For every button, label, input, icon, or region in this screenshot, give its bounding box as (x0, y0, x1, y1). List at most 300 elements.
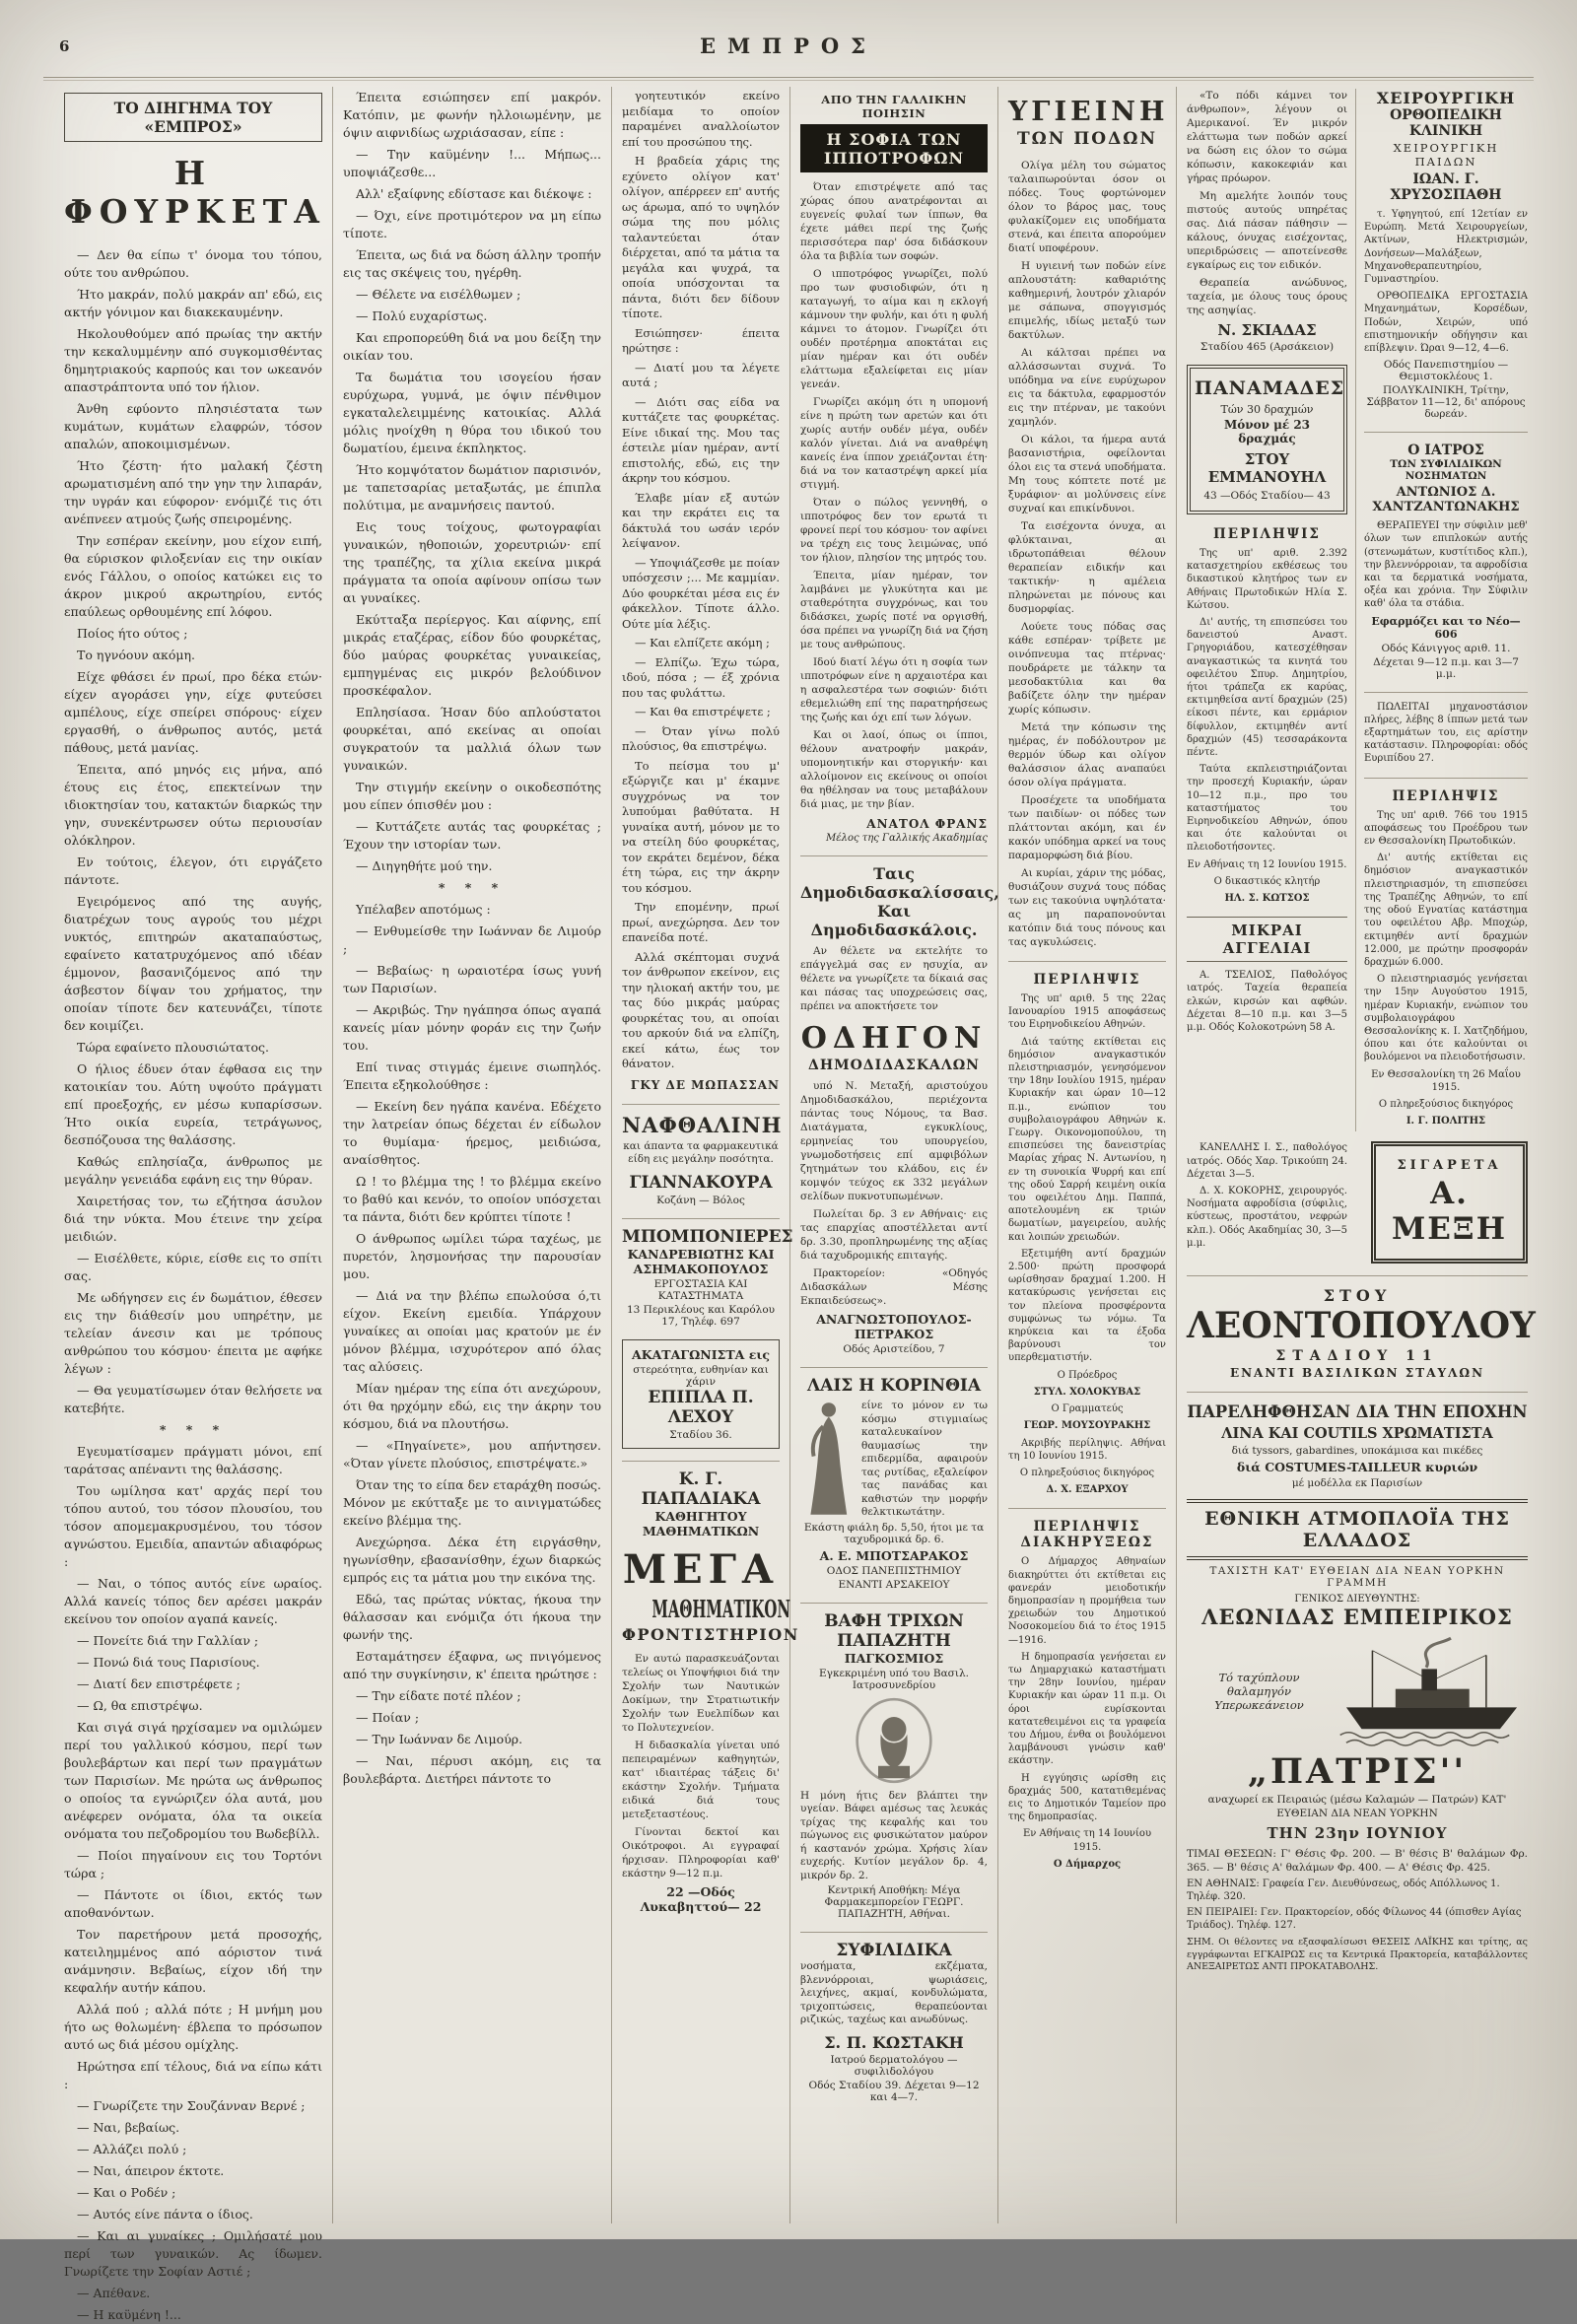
paragraph: — Δεν θα είπω τ' όνομα του τόπου, ούτε του ανθρώπου. (64, 247, 322, 280)
masthead-title: ΕΜΠΡΟΣ (699, 34, 877, 58)
paragraph: Δι' αυτής εκτίθεται εις δημόσιον αναγκαστικόν πλειστηριασμόν, τη επισπεύσει της Τραπέζης Αθηνών, το επί της οδού Εγνατίας κατάστημα του οφειλέτου Αβρ. Μποχώρ, εκτιμηθέν αντί δραχμών 12.000, με πρώτην προσφοράν δραχμών 6.000. (1364, 853, 1528, 968)
paragraph: Διά ταύτης εκτίθεται εις δημόσιον αναγκαστικόν πλειστηριασμόν, γενησόμενον την 18ην Ιουλίου 1915, ημέραν Κυριακήν και ώραν 10—12 π.μ., ενώπιον του συμβολαιογράφου Αθηνών κ. Γεωργ. Οικονομοπούλου, τη επισπεύσει της δανειστρίας Μαρίας χήρας Ν. Αντωνίου, η εν τη συνοικία Ψυρρή και επί της οδού Σαρρή κειμένη οικία του οφειλέτου Δημ. Παππά, αποτελουμένη εκ τριών δωματίων, μαγειρείου, αυλής και λοιπών χρειωδών. (1008, 1036, 1166, 1243)
paragraph: Έπειτα εσιώπησεν επί μακρόν. Κατόπιν, με φωνήν ηλλοιωμένην, με όψιν αιφνιδίως ωχριάσασαν, είπε : (343, 90, 601, 140)
ad-lais-title: ΛΑΙΣ Η ΚΟΡΙΝΘΙΑ (806, 1376, 982, 1396)
ad-lais (800, 1367, 988, 1591)
ad-doctor (1364, 432, 1528, 679)
paragraph: Ηρώτησα επί τέλους, διά να είπω κάτι : (64, 2059, 322, 2091)
legal-a-title: ΠΕΡΙΛΗΨΙΣ (1033, 972, 1141, 988)
ad-syfilidika-sub1: Ιατρού δερματολόγου — συφιλιδολόγου (830, 2053, 958, 2078)
paragraph: Εις τους τοίχους, φωτογραφίαι γυναικών, ηθοποιών, χορευτριών· επί της τραπέζης, τα χίλια εκείνα μικρά πράγματα τα οποία αφίνουν οπίσω των αι γυναίκες. (343, 519, 601, 605)
paragraph: Ο δικαστικός κλητήρ (1213, 875, 1321, 887)
ad-epipla-address: Σταδίου 36. (669, 1428, 732, 1441)
classifieds-items-b (1187, 1141, 1347, 1250)
legal-b-title: ΠΕΡΙΛΗΨΙΣ ΔΙΑΚΗΡΥΞΕΩΣ (1020, 1519, 1154, 1551)
ad-panamades-line2: Τών 30 δραχμών (1220, 403, 1314, 416)
ad-panamades-line3: Μόνον μέ 23 δραχμάς (1223, 418, 1311, 445)
paragraph: — Και θα επιστρέψετε ; (635, 705, 771, 718)
paragraph: Θεραπεία ανώδυνος, ταχεία, με όλους τους όρους της ασηψίας. (1187, 277, 1347, 316)
steamship-vessel-name: „ΠΑΤΡΙΣ'' (1247, 1751, 1468, 1793)
paragraph: Γίνονται δεκτοί και Οικότροφοι. Αι εγγραφαί ήρχισαν. Πληροφορίαι καθ' εκάστην 9—12 π.μ. (622, 1825, 780, 1880)
classifieds-header: ΜΙΚΡΑΙ ΑΓΓΕΛΙΑΙ (1187, 917, 1347, 962)
paragraph: — Θέλετε να εισέλθωμεν ; (356, 287, 521, 302)
ad-mexi (1371, 1141, 1528, 1264)
paragraph: — Κυττάζετε αυτάς τας φουρκέτας ; Έχουν την ιστορίαν των. (343, 819, 601, 852)
paragraph: ΣΤΥΛ. ΧΟΛΟΚΥΒΑΣ (1033, 1386, 1141, 1398)
paragraph: Εσταμάτησεν έξαφνα, ως πνιγόμενος από την συγκίνησιν, κ' έπειτα ηρώτησε : (343, 1649, 601, 1681)
paragraph: Η εγγύησις ωρίσθη εις δραχμάς 500, κατατιθεμένας εις το Δημοτικόν Ταμείον προ της δημοπρασίας. (1008, 1772, 1166, 1823)
legal-d-title: ΠΕΡΙΛΗΨΙΣ (1392, 787, 1500, 804)
paragraph: Επλησίασα. Ήσαν δύο απλούστατοι φουρκέται, από εκείνας αι οποίαι συγκρατούν τα μαλλιά όλων των γυναικών. (343, 705, 601, 773)
hygiene-text-2 (1187, 89, 1347, 317)
season-line5: μέ μοδέλλα εκ Παρισίων (1291, 1477, 1423, 1490)
column-4 (789, 87, 997, 2223)
paragraph: υπό Ν. Μεταξή, αριστούχου Δημοδιδασκάλου, περιέχοντα πάντας τους Νόμους, τα Βασ. Διατάγματα, εγκυκλίους, ερμηνείας του υπουργείου, γνωμοδοτήσεις επί αμφιβόλων ζητημάτων του κλάδου, εις έν κομψόν τεύχος εκ 332 μεγάλων σελίδων πυκνοτυπωμένων. (800, 1080, 988, 1202)
ad-lais-address1: ΟΔΟΣ ΠΑΝΕΠΙΣΤΗΜΙΟΥ (826, 1564, 962, 1577)
paragraph: Ο Δήμαρχος (1053, 1858, 1122, 1870)
paragraph: Α. ΤΣΕΛΙΟΣ, Παθολόγος ιατρός. Ταχεία θεραπεία ελκών, κιρσών και αφθών. Δέχεται 8—10 π.μ. και 3—5 μ.μ. Οδός Κολοκοτρώνη 58 Α. (1187, 970, 1347, 1034)
paragraph: — Υποψιάζεσθε με ποίαν υπόσχεσιν ;... Με καμμίαν. Δύο φουρκέται μέσα εις έν φάκελλον. Τίποτε άλλο. Ούτε μία λέξις. (622, 555, 780, 631)
ad-nafthalini (622, 1104, 783, 1206)
paragraph: — Βεβαίως· η ωραιοτέρα ίσως γυνή των Παρισίων. (343, 963, 601, 995)
paragraph: Ήτο κομψότατον δωμάτιον παρισινόν, με ταπετσαρίας μεταξωτάς, με έπιπλα πολύτιμα, με αναμνήσεις παντού. (343, 462, 601, 513)
story-column-1 (54, 87, 332, 2322)
clinic-title-1: ΧΕΙΡΟΥΡΓΙΚΗ (1376, 89, 1516, 107)
paragraph: Ακριβής περίληψις. Αθήναι τη 10 Ιουνίου 1915. (1008, 1437, 1166, 1462)
column-5 (997, 87, 1176, 2223)
steamship-agency-athens: ΕΝ ΑΘΗΝΑΙΣ: Γραφεία Γεν. Διευθύνσεως, οδός Απόλλωνος 1. Τηλέφ. 320. (1187, 1879, 1500, 1903)
ad-panamades (1187, 365, 1347, 514)
legal-notice-c (1187, 526, 1347, 905)
clinic-address: Οδός Πανεπιστημίου — Θεμιστοκλέους 1. (1383, 359, 1509, 383)
ad-vafi-approved: Εγκεκριμένη υπό του Βασιλ. Ιατροσυνεδρίου (819, 1667, 969, 1691)
story-text-2 (343, 89, 601, 1788)
paragraph: Ο ιπποτρόφος γνωρίζει, πολύ προ των φυσιοδιφών, ότι η καταγωγή, το αίμα και η εκλογή κάμνουν την φυλήν, και ότι η φυλή κάμνει το άτομον. Γνωρίζει ότι ουδέν προτέρημα αποκτάται εις μίαν ημέραν και ότι ουδέν ελάττωμα εξαλείφεται εις μίαν γενεάν. (800, 268, 988, 390)
paragraph: Την επομένην, πρωί πρωί, ανεχώρησα. Δεν τον επανείδα ποτέ. (622, 900, 780, 944)
paragraph: — Ναι, βεβαίως. (77, 2120, 180, 2135)
doctor-body: ΘΕΡΑΠΕΥΕΙ την σύφιλιν μεθ' όλων των επιπλοκών αυτής (στενωμάτων, κυστίτιδος κλπ.), την βλεννόρροιαν, τα αφροδίσια και τα δερματικά νοσήματα, οξέα και χρόνια. Την Σύφιλιν καθ' όλα τα στάδια. (1364, 520, 1528, 610)
paragraph: Αι κυρίαι, χάριν της μόδας, θυσιάζουν συχνά τους πόδας των εις τακούνια υψηλότατα· ας μη παραπονούνται κατόπιν διά τους πόνους και τας αγκυλώσεις. (1008, 867, 1166, 948)
papaziti-portrait-illustration (855, 1695, 933, 1786)
odigos-title: ΟΔΗΓΟΝ (800, 1021, 988, 1056)
poetry-kicker: ΑΠΟ ΤΗΝ ΓΑΛΛΙΚΗΝ ΠΟΙΗΣΙΝ (821, 93, 967, 120)
poetry-author-title: Μέλος της Γαλλικής Ακαδημίας (826, 833, 988, 844)
ad-lais-body: είνε το μόνον εν τω κόσμω στιγμιαίως καταλευκαίνον θαυμασίως την επιδερμίδα, αφαιρούν τας ρυτίδας, εξαλείφον τας πανάδας και καθιστών την μορφήν θελκτικωτάτην. (861, 1400, 988, 1518)
ad-bonbonieres-title: ΜΠΟΜΠΟΝΙΕΡΕΣ (622, 1226, 793, 1247)
ad-bonbonieres-line: ΕΡΓΟΣΤΑΣΙΑ ΚΑΙ ΚΑΤΑΣΤΗΜΑΤΑ (653, 1277, 748, 1302)
ad-syfilidika (800, 1932, 988, 2103)
ad-vafi (800, 1603, 988, 1921)
clinic-polyclinic: ΠΟΛΥΚΛΙΝΙΚΗ, Τρίτην, Σάββατον 11—12, δι' απόρους δωρεάν. (1366, 384, 1526, 421)
paragraph: Ηκολουθούμεν από πρωίας την ακτήν την κεκαλυμμένην από συγκομισθέντας δημητριακούς καρπούς και τον ωκεανόν απαστράπτοντα υπό τον ήλιον. (64, 326, 322, 394)
steamship-vessel-desc: Τό ταχύπλουν θαλαμηγόν Υπερωκεάνειον (1214, 1671, 1304, 1713)
paragraph: Ο άνθρωπος ωμίλει τώρα ταχέως, με πυρετόν, λησμονήσας την παρουσίαν μου. (343, 1231, 601, 1281)
ad-clinic (1364, 89, 1528, 420)
paragraph: Της υπ' αριθ. 766 του 1915 αποφάσεως του Προέδρου των εν Θεσσαλονίκη Πρωτοδικών. (1364, 809, 1528, 848)
ad-frontistirion-math: ΜΑΘΗΜΑΤΙΚΟΝ (651, 1594, 790, 1623)
paragraph: «Το πόδι κάμνει τον άνθρωπον», λέγουν οι Αμερικανοί. Έν μικρόν ελάττωμα των ποδών αρκεί να δώση εις όλον το σώμα κόπωσιν, κακοκεφιάν και γήρας πρόωρον. (1187, 90, 1347, 184)
paragraph: Μη αμελήτε λοιπόν τους πιστούς αυτούς υπηρέτας σας. Διά πάσαν πάθησιν — κάλους, όνυχας εισέχοντας, υπεριδρώσεις — αποτείνεσθε εγκαίρως εις τον ειδικόν. (1187, 190, 1347, 271)
ad-syfilidika-body: νοσήματα, εκζέματα, βλεννόρροιαι, ψωριάσεις, λειχήνες, ακμαί, κονδυλώματα, τριχοπτώσεις, θεραπεύονται ριζικώς, ταχέως και ανωδύνως. (800, 1960, 988, 2025)
doctor-name: ΑΝΤΩΝΙΟΣ Δ. ΧΑΝΤΖΑΝΤΩΝΑΚΗΣ (1372, 485, 1520, 515)
classifieds-continued (1187, 1141, 1355, 1254)
odigos-dedication-2: Και Δημοδιδασκάλοις. (810, 902, 978, 939)
paragraph: — Εκείνη δεν ηγάπα κανένα. Εδέχετο την λατρείαν όπως δέχεται έν είδωλον το θυμίαμα· ήρεμος, μειδιώσα, αναίσθητος. (343, 1099, 601, 1167)
leontopoulou-name: ΛΕΟΝΤΟΠΟΥΛΟΥ (1187, 1305, 1536, 1347)
paragraph: Έπειτα, από μηνός εις μήνα, από έτους εις έτος, επεκτείνων την ιδιοκτησίαν του, κατακτών διαρκώς την γην, συνεκέντρωσεν ούτω περιουσίαν ολόκληρον. (64, 762, 322, 848)
paragraph: — Ενθυμείσθε την Ιωάνναν δε Λιμούρ ; (343, 923, 601, 956)
ad-panamades-title: ΠΑΝΑΜΑΔΕΣ (1195, 377, 1345, 399)
paragraph: — Πονώ διά τους Παρισίους. (77, 1655, 260, 1670)
paragraph: Ο πληρεξούσιος δικηγόρος (1019, 1467, 1155, 1478)
doctor-title-1: Ο ΙΑΤΡΟΣ (1407, 443, 1484, 459)
paragraph: Τώρα εφαίνετο πλουσιώτατος. (77, 1040, 270, 1055)
story-column-2 (332, 87, 611, 2223)
odigos-dedication-1: Ταις Δημοδιδασκαλίσσαις, (800, 864, 999, 902)
paragraph: — Και ελπίζετε ακόμη ; (635, 636, 770, 649)
paragraph: — Ποίοι πηγαίνουν εις του Τορτόνι τώρα ; (64, 1848, 322, 1880)
paragraph: — Ακριβώς. Την ηγάπησα όπως αγαπά κανείς μίαν μόνην φοράν εις την ζωήν του. (343, 1002, 601, 1053)
columns-area (54, 87, 1538, 2322)
paragraph: — Την είδατε ποτέ πλέον ; (356, 1688, 521, 1703)
paragraph: Ω ! το βλέμμα της ! το βλέμμα εκείνο το βαθύ και κενόν, το οποίον υπόσχεται τα πάντα, διότι δεν κρύπτει τίποτε ! (343, 1174, 601, 1224)
legal-a-body (1008, 992, 1166, 1496)
ad-leontopoulou (1187, 1275, 1536, 1381)
paragraph: — Ναι, πέρυσι ακόμη, εις τα βουλεβάρτα. Διετήρει πάντοτε το (343, 1753, 601, 1786)
story-column-3 (611, 87, 799, 2223)
masthead-rule (43, 77, 1534, 81)
paragraph: — Ναι, ο τόπος αυτός είνε ωραίος. Αλλά κανείς τόπος δεν αρέσει μακράν εκείνου τον οποίον αγαπά κανείς. (64, 1576, 322, 1626)
ad-epipla (622, 1339, 780, 1449)
paragraph: — Διότι σας είδα να κυττάζετε τας φουρκέτας. Είνε ιδικαί της. Μου τας έστειλε μίαν ημέραν, αντί επιστολής, εδώ, εις την άκρην του κόσμου. (622, 394, 780, 485)
paragraph: Ταύτα εκπλειστηριάζονται την προσεχή Κυριακήν, ώραν 10—12 π.μ., προ του καταστήματος του Ειρηνοδικείου Αθηνών, όπου και ότε καλούνται οι πλειοδοτήσοντες. (1187, 764, 1347, 854)
paragraph: Ήτο μακράν, πολύ μακράν απ' εδώ, εις ακτήν γόνιμον και διακεκαυμένην. (64, 287, 322, 319)
paragraph: Εξετιμήθη αντί δραχμών 2.500· πρώτη προσφορά ωρίσθησαν δραχμαί 1.200. Η κατακύρωσις γενήσεται εις τον πλείονα προσφέροντα συμφώνως τω νόμω. Τα κηρύκεια και τα έξοδα βαρύνουσι τον υπερθεματιστήν. (1008, 1248, 1166, 1364)
paragraph: Εν Θεσσαλονίκη τη 26 Μαΐου 1915. (1371, 1068, 1521, 1093)
hygiene-title-2: ΤΩΝ ΠΟΔΩΝ (1017, 129, 1157, 149)
paragraph: Και οι λαοί, όπως οι ίπποι, θέλουν ανατροφήν μακράν, υπομονητικήν και στοργικήν· και αλλοίμονον εις εκείνους οι οποίοι θα ηθέλησαν να τους μεταβάλουν διά μιας, με την βίαν. (800, 729, 988, 810)
ad-frontistirion-title: ΦΡΟΝΤΙΣΤΗΡΙΟΝ (622, 1624, 799, 1644)
paragraph: τ. Υφηγητού, επί 12ετίαν εν Ευρώπη. Μετά Χειρουργείων, Ακτίνων, Ηλεκτρισμών, Δονήσεων—Μαλάξεων, Μηχανοθεραπευτηρίου, Γυμναστηρίου. (1364, 209, 1528, 286)
ad-frontistirion-body (622, 1652, 780, 1880)
steamship-fares: ΤΙΜΑΙ ΘΕΣΕΩΝ: Γ' Θέσις Φρ. 200. — Β' θέσις Β' θαλάμων Φρ. 365. — Β' θέσις Α' θαλάμων Φρ. 400. — Α' Θέσις Φρ. 425. (1187, 1848, 1528, 1875)
legal-d-body (1364, 809, 1528, 1128)
ad-giannakoura-title: ΓΙΑΝΝΑΚΟΥΡΑ (629, 1172, 773, 1193)
poleitai-text: ΠΩΛΕΙΤΑΙ μηχανοστάσιον πλήρες, λέβης 8 ίππων μετά των εξαρτημάτων του, εις αρίστην κατάστασιν. Πληροφορίαι: οδός Ευριπίδου 27. (1364, 701, 1528, 765)
paragraph: Εγειρόμενος από της αυγής, διατρέχων τους αγρούς του μέχρι νυκτός, επιτηρών ακαταπαύστως, εφαίνετο κατατρυχόμενος από ιδέαν έμμονον, βασανιζόμενος από την άσβεστον δίψαν του χρήματος, την οποίαν τίποτε δεν κατευνάζει, τίποτε δεν κοιμίζει. (64, 894, 322, 1033)
paragraph: Ι. Γ. ΠΟΛΙΤΗΣ (1406, 1116, 1486, 1128)
paragraph: Είχε φθάσει έν πρωί, προ δέκα ετών· είχεν αγοράσει γην, είχε φυτεύσει αμπέλους, είχε σπείρει σπόρους· είχεν εργασθή, ο άνθρωπος αυτός, μετά πάθους, μετά μανίας. (64, 669, 322, 755)
ad-frontistirion-owner-title: ΚΑΘΗΓΗΤΟΥ ΜΑΘΗΜΑΤΙΚΩΝ (642, 1508, 760, 1538)
ad-steamship (1187, 1499, 1528, 1974)
doctor-neo606: Εφαρμόζει και το Νέο—606 (1371, 614, 1521, 641)
paragraph: Του ωμίλησα κατ' αρχάς περί του τόπου αυτού, του τόσον πλουσίου, του τόσον απομεμακρυσμένου, του τόσον αγνώστου. Εμειδία, απαντών αδιαφόρως : (64, 1483, 322, 1569)
paragraph: — Απέθανε. (77, 2286, 151, 2300)
clinic-title-3: ΧΕΙΡΟΥΡΓΙΚΗ ΠΑΙΔΩΝ (1393, 141, 1499, 169)
subcolumns-row-2 (1187, 1141, 1528, 1264)
paragraph: ΓΕΩΡ. ΜΟΥΣΟΥΡΑΚΗΣ (1023, 1420, 1151, 1432)
ad-frontistirion-owner: Κ. Γ. ΠΑΠΑΔΙΑΚΑ (641, 1469, 761, 1509)
paragraph: ΗΛ. Σ. ΚΩΤΣΟΣ (1224, 893, 1310, 905)
season-line3: διά tyssors, gabardines, υποκάμισα και πικέδες (1231, 1445, 1483, 1458)
paragraph: — Όταν γίνω πολύ πλούσιος, θα επιστρέψω. (622, 723, 780, 753)
ad-vafi-body: Η μόνη ήτις δεν βλάπτει την υγείαν. Βάφει αμέσως τας λευκάς τρίχας της κεφαλής και του πώγωνος εις φυσικώτατον μαύρον ή καστανόν χρώμα. Χρήσις λίαν ευχερής. Κυτίον μεγάλον δρ. 4, μικρόν δρ. 2. (800, 1789, 988, 1881)
subcolumns-row-1 (1187, 89, 1528, 1131)
odigos-subtitle: ΔΗΜΟΔΙΔΑΣΚΑΛΩΝ (808, 1058, 980, 1073)
paragraph: ΟΡΘΟΠΕΔΙΚΑ ΕΡΓΟΣΤΑΣΙΑ Μηχανημάτων, Κορσέδων, Ποδών, Χειρών, υπό επιστημονικήν οδήγησιν και επίβλεψιν. Ώραι 9—12, 4—6. (1364, 291, 1528, 355)
clinic-body (1364, 208, 1528, 355)
paragraph: Της υπ' αριθ. 2.392 κατασχετηρίου εκθέσεως του δικαστικού κλητήρος των εν Αθήναις Πρωτοδικών Ηλία Σ. Κώτσου. (1187, 548, 1347, 611)
hygiene-signature-address: Σταδίου 465 (Αρσάκειον) (1200, 341, 1335, 353)
paragraph: — Όχι, είνε προτιμότερον να μη είπω τίποτε. (343, 208, 601, 240)
season-line4: διά COSTUMES-TAILLEUR κυριών (1236, 1460, 1478, 1475)
story-text-1 (64, 246, 322, 2324)
paragraph: Δ. Χ. ΕΞΑΡΧΟΥ (1046, 1484, 1129, 1496)
classifieds-items-a (1187, 969, 1347, 1034)
paragraph: Ο πληρεξούσιος δικηγόρος (1378, 1098, 1514, 1110)
paragraph: Ο Δήμαρχος Αθηναίων διακηρύττει ότι εκτίθεται εις φανεράν μειοδοτικήν δημοπρασίαν η προμήθεια των χρειωδών του Δημοτικού Νοσοκομείου διά το έτος 1915—1916. (1008, 1556, 1166, 1646)
ad-bonbonieres-makers: ΚΑΝΔΡΕΒΙΩΤΗΣ ΚΑΙ ΑΣΗΜΑΚΟΠΟΥΛΟΣ (627, 1246, 775, 1276)
poetry-text (800, 180, 988, 811)
paragraph: Το ηγνόουν ακόμη. (77, 648, 195, 662)
steamship-director-name: ΛΕΩΝΙΔΑΣ ΕΜΠΕΙΡΙΚΟΣ (1201, 1605, 1513, 1630)
paragraph: Αλλά πού ; αλλά πότε ; Η μνήμη μου ήτο ως θολωμένη· έβλεπα το πρόσωπον αυτό ως διά μέσου ομίχλης. (64, 2002, 322, 2052)
paragraph: Τον παρετήρουν μετά προσοχής, κατειλημμένος από αόριστον τινά ανάμνησιν. Βεβαίως, είχον ιδή την κεφαλήν αυτήν κάπου. (64, 1927, 322, 1995)
paragraph: Εν τούτοις, έλεγον, ότι ειργάζετο πάντοτε. (64, 854, 322, 887)
paragraph: Μίαν ημέραν της είπα ότι ανεχώρουν, ότι θα ηρχόμην εδώ, εις την άκρην του κόσμου, διά να πλουτήσω. (343, 1381, 601, 1431)
steamship-agency-piraeus: ΕΝ ΠΕΙΡΑΙΕΙ: Γεν. Πρακτορείον, οδός Φίλωνος 44 (όπισθεν Αγίας Τριάδος). Τηλέφ. 127. (1187, 1907, 1522, 1932)
legal-c-body (1187, 547, 1347, 905)
ad-vafi-title3: ΠΑΓΚΟΣΜΙΟΣ (844, 1650, 944, 1666)
paragraph: Ο Πρόεδρος (1057, 1369, 1118, 1381)
paragraph: — Διατί μου τα λέγετε αυτά ; (622, 360, 780, 389)
paragraph: — Διατί δεν επιστρέφετε ; (77, 1676, 240, 1691)
ad-frontistirion-mega: ΜΕΓΑ (622, 1545, 780, 1593)
paragraph: — Πολύ ευχαρίστως. (356, 308, 488, 323)
season-line1: ΠΑΡΕΛΗΦΘΗΣΑΝ ΔΙΑ ΤΗΝ ΕΠΟΧΗΝ (1187, 1402, 1528, 1422)
paragraph: Ιδού διατί λέγω ότι η σοφία των ιπποτρόφων είνε η αρχαιοτέρα και η ασφαλεστέρα των σοφιών· διότι εθεμελιώθη επί της παρατηρήσεως της ζωής και όχι επί των λόγων. (800, 656, 988, 723)
paragraph: Τα εισέχοντα όνυχα, αι φλύκταιναι, αι ιδρωτοπάθειαι θέλουν θεραπείαν ειδικήν και τακτικήν· η αμέλεια πληρώνεται με πόνους και δυσμορφίας. (1008, 520, 1166, 615)
odigos-agent-address: Οδός Αριστείδου, 7 (843, 1343, 945, 1355)
paragraph: — «Πηγαίνετε», μου απήντησεν. «Όταν γίνετε πλούσιος, επιστρέψατε.» (343, 1438, 601, 1470)
legal-notice-d (1364, 778, 1528, 1128)
odigos-intro: Αν θέλετε να εκτελήτε το επάγγελμά σας εν ησυχία, αν θέλετε να γνωρίζετε τα δίκαιά σας και πάσας τας υποχρεώσεις σας, πρέπει να αποκτήσετε τον (800, 945, 988, 1012)
story-title: Η ΦΟΥΡΚΕΤΑ (64, 154, 326, 231)
paragraph: Την στιγμήν εκείνην ο οικοδεσπότης μου είπεν όπισθέν μου : (343, 780, 601, 812)
steamship-illustration (1336, 1633, 1528, 1749)
paragraph: Όταν της το είπα δεν εταράχθη ποσώς. Μόνον με εκύτταξε με το αινιγματώδες εκείνο βλέμμα της. (343, 1477, 601, 1528)
paragraph: Καθώς επλησίαζα, άνθρωπος με μεγάλην γενειάδα εφάνη εις την θύραν. (64, 1154, 322, 1187)
ad-syfilidika-doctor: Σ. Π. ΚΩΣΤΑΚΗ (824, 2032, 964, 2052)
column-6 (1176, 87, 1538, 2223)
paragraph: — Διά να την βλέπω επωλούσα ό,τι είχον. Εκείνη εμειδία. Υπάρχουν γυναίκες αι οποίαι μας κρατούν με έν μόνον βλέμμα, ισχυρότερον από όλας τας αλύσεις. (343, 1288, 601, 1374)
paragraph: — Αλλάζει πολύ ; (77, 2142, 187, 2156)
clinic-title-2: ΟΡΘΟΠΕΔΙΚΗ ΚΛΙΝΙΚΗ (1390, 107, 1502, 139)
doctor-title-2: ΤΩΝ ΣΥΦΙΛΙΔΙΚΩΝ ΝΟΣΗΜΑΤΩΝ (1390, 458, 1502, 483)
legal-b-body (1008, 1555, 1166, 1871)
paragraph: Αι κάλτσαι πρέπει να αλλάσσωνται συχνά. Το υπόδημα να είνε ευρύχωρον εις τα δάκτυλα, εφαρμοστόν εις την πτέρναν, με τακούνι χαμηλόν. (1008, 347, 1166, 428)
ad-vafi-title1: ΒΑΦΗ ΤΡΙΧΩΝ (824, 1610, 964, 1631)
odigos-body (800, 1079, 988, 1308)
paragraph: — Την καϋμένην !... Μήπως... υποψιάζεσθε... (343, 147, 601, 179)
steamship-director-label: ΓΕΝΙΚΟΣ ΔΙΕΥΘΥΝΤΗΣ: (1294, 1594, 1420, 1606)
paragraph: Η υγιεινή των ποδών είνε απλουστάτη: καθαριότης καθημερινή, λουτρόν χλιαρόν με σάπωνα, σπογγισμός επιμελής, ιδίως μεταξύ των δακτύλων. (1008, 260, 1166, 341)
paragraph: Την εσπέραν εκείνην, μου είχον ειπή, θα εύρισκον φιλοξενίαν εις την οικίαν ενός Γάλλου, ο οποίος κατώκει εις το άκρον μικρού ακρωτηρίου, εντός επαύλεως ορθουμένης επί λόφου. (64, 533, 322, 619)
paragraph: Ο πλειστηριασμός γενήσεται την 15ην Αυγούστου 1915, ημέραν Κυριακήν, ενώπιον του συμβολαιογράφου Θεσσαλονίκης κ. Ι. Χατζηδήμου, όπου και ότε καλούνται οι βουλόμενοι να πλειοδοτήσωσιν. (1364, 974, 1528, 1063)
paragraph: Με ωδήγησεν εις έν δωμάτιον, έθεσεν εις την διάθεσίν μου υπηρέτην, με τελείαν άνεσιν και με τρόπους ανθρώπου του κόσμου· έπειτα με αφήκε λέγων : (64, 1290, 322, 1376)
leontopoulou-sub: ΕΝΑΝΤΙ ΒΑΣΙΛΙΚΩΝ ΣΤΑΥΛΩΝ (1229, 1366, 1485, 1381)
ad-panamades-store: ΣΤΟΥ ΕΜΜΑΝΟΥΗΛ (1207, 450, 1327, 486)
ad-frontistirion (622, 1461, 799, 1914)
paragraph: Η δημοπρασία γενήσεται εν τω Δημαρχιακώ καταστήματι την 28ην Ιουνίου, ημέραν Κυριακήν και ώραν 11 π.μ. Οι όροι ευρίσκονται κατατεθειμένοι εις τα γραφεία του Δήμου, ένθα οι βουλόμενοι λαμβάνουσι γνώσιν καθ' εκάστην. (1008, 1651, 1166, 1767)
hygiene-text-1 (1008, 159, 1166, 949)
paragraph: Έπειτα, μίαν ημέραν, τον λαμβάνει με γλυκύτητα και με σταθερότητα συγχρόνως, και του διδάσκει, χωρίς ποτέ να οργισθή, όσα πρέπει να γνωρίζη διά να ζήση με τους ανθρώπους. (800, 570, 988, 650)
paragraph: Εσιώπησεν· έπειτα ηρώτησε : (622, 325, 780, 355)
paragraph: — Πάντοτε οι ίδιοι, εκτός των αποθανόντων. (64, 1887, 322, 1920)
paragraph: — Εισέλθετε, κύριε, είσθε εις το σπίτι σας. (64, 1251, 322, 1283)
paragraph: Η διδασκαλία γίνεται υπό πεπειραμένων καθηγητών, κατ' ιδιαιτέρας τάξεις δι' εκάστην Σχολήν. Τμήματα ειδικά διά τους μετεξεταστέους. (622, 1739, 780, 1820)
ad-poleitai (1364, 692, 1528, 766)
ad-panamades-address: 43 —Οδός Σταδίου— 43 (1203, 490, 1331, 502)
paragraph: Οι κάλοι, τα ήμερα αυτά βασανιστήρια, οφείλονται όλοι εις τα στενά υποδήματα. Μη τους κόπτετε ποτέ με ξυράφιον· αι μολύνσεις είνε συχναί και επικίνδυνοι. (1008, 434, 1166, 514)
paragraph: Τα δωμάτια του ισογείου ήσαν ευρύχωρα, γυμνά, με όψιν πένθιμον εγκαταλελειμμένης κατοικίας. Αλλά μόλις ηνοίχθη η θύρα του ιδικού του δωματίου, έμεινα έκπληκτος. (343, 370, 601, 455)
paragraph: Ολίγα μέλη του σώματος ταλαιπωρούνται όσον οι πόδες. Τους φορτώνομεν όλον το βάρος μας, τους φυλακίζομεν εις υποδήματα στενά, και έπειτα απορούμεν διατί υποφέρουν. (1008, 160, 1166, 254)
paragraph: Γνωρίζει ακόμη ότι η υπομονή είνε η πρώτη των αρετών και ότι χωρίς αυτήν ουδέν μέγα, ουδέν καλόν γίνεται. Διά να αναθρέψη κανείς ένα ίππον χρειάζονται έτη· διά να τον καταστρέψη αρκεί μία στιγμή. (800, 396, 988, 491)
poetry-author: ΑΝΑΤΟΛ ΦΡΑΝΣ (866, 817, 988, 831)
paragraph: Άνθη εφύοντο πλησιέστατα των κυμάτων, κυμάτων ελαφρών, τόσον απαλών, αποκοιμισμένων. (64, 401, 322, 451)
ad-nafthalini-body: και άπαντα τα φαρμακευτικά είδη εις μεγάλην ποσότητα. (623, 1139, 779, 1165)
ad-nafthalini-title: ΝΑΦΘΑΛΙΝΗ (622, 1112, 783, 1137)
paragraph: Ο ήλιος έδυεν όταν έφθασα εις την κατοικίαν του. Αύτη υψούτο πράγματι επί προεξοχής, εν μέσω κυπαρίσσων. Ήτο οικία ευρεία, τετράγωνος, δεσπόζουσα της θαλάσσης. (64, 1061, 322, 1147)
paragraph: — Διηγηθήτε μού την. (356, 858, 493, 873)
ad-bonbonieres (622, 1218, 793, 1328)
ad-syfilidika-title: ΣΥΦΙΛΙΔΙΚΑ (836, 1941, 952, 1960)
ad-mexi-product: ΣΙΓΑΡΕΤΑ (1397, 1158, 1502, 1174)
paragraph: — Ναι, άπειρον έκτοτε. (77, 2163, 225, 2178)
story-text-3 (622, 89, 780, 1072)
subcolumn-left (1187, 89, 1355, 1038)
page-number: 6 (59, 37, 70, 55)
story-kicker: ΤΟ ΔΙΗΓΗΜΑ ΤΟΥ «ΕΜΠΡΟΣ» (64, 93, 322, 142)
doctor-address: Οδός Κάνιγγος αριθ. 11. (1381, 642, 1511, 654)
paragraph: Εν Αθήναις τη 12 Ιουνίου 1915. (1187, 858, 1347, 870)
ad-mexi-brand: Α. ΜΕΞΗ (1391, 1176, 1508, 1248)
paragraph: Χαιρετήσας τον, τω εζήτησα άσυλον διά την νύκτα. Μου έτεινε την χείρα μειδιών. (64, 1194, 322, 1244)
lais-figure-illustration (800, 1400, 856, 1518)
paragraph: — Ποίαν ; (356, 1710, 420, 1725)
paragraph: * * * (159, 1422, 228, 1437)
paragraph: Υπέλαβεν αποτόμως : (356, 902, 491, 917)
paragraph: Πωλείται δρ. 3 εν Αθήναις· εις τας επαρχίας αποστέλλεται αντί δρ. 3.30, προπληρωμένης της αξίας διά ταχυδρομικής επιταγής. (800, 1208, 988, 1262)
paragraph: Όταν επιστρέψετε από τας χώρας όπου ανατρέφονται αι ευγενείς φυλαί των ίππων, θα έχετε μάθει περί της ζωής περισσότερα παρ' όσα διδάσκουν όλα τα βιβλία των σοφών. (800, 181, 988, 262)
paragraph: — Πονείτε διά την Γαλλίαν ; (77, 1633, 259, 1648)
poetry-banner-title: Η ΣΟΦΙΑ ΤΩΝ ΙΠΠΟΤΡΟΦΩΝ (800, 124, 988, 172)
ad-syfilidika-sub2: Οδός Σταδίου 39. Δέχεται 9—12 και 4—7. (808, 2079, 980, 2103)
paragraph: Επί τινας στιγμάς έμεινε σιωπηλός. Έπειτα εξηκολούθησε : (343, 1059, 601, 1092)
steamship-company: ΕΘΝΙΚΗ ΑΤΜΟΠΛΟΪΑ ΤΗΣ ΕΛΛΑΔΟΣ (1187, 1499, 1528, 1560)
paragraph: Δι' αυτής, τη επισπεύσει του δανειστού Αναστ. Γρηγοριάδου, κατεσχέθησαν αναγκαστικώς τα κινητά του οφειλέτου Σπυρ. Δημητρίου, ήτοι τράπεζα εκ καρύας, εκτιμηθείσα αντί δραχμών (25) είκοσι πέντε, και ερμάριον δίφυλλον, εκτιμηθέν αντί δραχμών (45) τεσσαράκοντα πέντε. (1187, 617, 1347, 759)
paragraph: Ο Γραμματεύς (1051, 1403, 1124, 1415)
paragraph: Ποίος ήτο ούτος ; (77, 626, 188, 641)
paragraph: * * * (438, 880, 507, 895)
paragraph: — Αυτός είνε πάντα ο ίδιος. (77, 2207, 253, 2221)
paragraph: — Η καϋμένη !... (77, 2307, 181, 2322)
paragraph: Και επροπορεύθη διά να μου δείξη την οικίαν του. (343, 330, 601, 363)
paragraph: Έλαβε μίαν εξ αυτών και την εκράτει εις τα δάκτυλά του ωσάν ιερόν λείψανον. (622, 490, 780, 550)
legal-notice-a (1008, 961, 1166, 1496)
paragraph: Εκύτταξα περίεργος. Και αίφνης, επί μικράς εταζέρας, είδον δύο φουρκέτας, δύο μαύρας φουρκέτας γυναικείας, εμπηγμένας εις μικρόν βελούδινον προσκέφαλον. (343, 612, 601, 698)
paragraph: Πρακτορείον: «Οδηγός Διδασκάλων Μέσης Εκπαιδεύσεως». (800, 1267, 988, 1307)
paragraph: Η βραδεία χάρις της εχύνετο ολίγον κατ' ολίγον, απέρρεεν επ' αυτής ως άρωμα, από το υψηλόν σώμα της που μόλις ταλαντεύεται όταν διέρχεται, από τα μάτια τα μεγάλα και ψυχρά, τα οποία υπόσχονται τα πάντα, διότι δεν δίδουν τίποτε. (622, 154, 780, 320)
paragraph: γοητευτικόν εκείνο μειδίαμα το οποίον παραμένει αναλλοίωτον επί του προσώπου της. (622, 89, 780, 149)
paragraph: — Και αι γυναίκες ; Ομιλήσατέ μου περί των γυναικών. Ας ίδωμεν. Γνωρίζετε την Σοφίαν Αστιέ ; (64, 2228, 322, 2279)
season-line2: ΛΙΝΑ ΚΑΙ COUTILS ΧΡΩΜΑΤΙΣΤΑ (1221, 1425, 1493, 1443)
paragraph: Της υπ' αριθ. 5 της 22ας Ιανουαρίου 1915 αποφάσεως του Ειρηνοδικείου Αθηνών. (1008, 993, 1166, 1031)
page-header (0, 0, 1577, 71)
ad-season (1187, 1392, 1528, 1489)
ad-vafi-title2: ΠΑΠΑΖΗΤΗ (837, 1630, 951, 1651)
paragraph: Το πείσμα του μ' εξώργιζε και μ' έκαμνε συγχρόνως να τον λυπούμαι βαθύτατα. Η γυναίκα αυτή, μόνον με το να στείλη δύο φουρκέτας, τον εκράτει δεμένον, δέκα έτη τώρα, εις την άκρην του κόσμου. (622, 758, 780, 895)
paragraph: Δ. Χ. ΚΟΚΟΡΗΣ, χειρουργός. Νοσήματα αφροδίσια (σύφιλις, κύστεως, προστάτου, νεφρών κλπ.). Οδός Ακαδημίας 30, 3—5 μ.μ. (1187, 1185, 1347, 1249)
paragraph: Έπειτα, ως διά να δώση άλλην τροπήν εις τας σκέψεις του, ηγέρθη. (343, 247, 601, 280)
paragraph: — Την Ιωάνναν δε Λιμούρ. (356, 1732, 523, 1746)
paragraph: Μετά την κόπωσιν της ημέρας, έν ποδόλουτρον με θερμόν ύδωρ και ολίγον θαλάσσιον άλας αναπαύει όσον ολίγα πράγματα. (1008, 721, 1166, 788)
paragraph: Λούετε τους πόδας σας κάθε εσπέραν· τρίβετε με οινόπνευμα τας πτέρνας· πουδράρετε με τάλκην τα μεσοδακτύλια και θα βαδίζετε όλην την ημέραν χωρίς κόπωσιν. (1008, 621, 1166, 716)
ad-odigos (800, 855, 999, 1355)
ad-lais-vend: Α. Ε. ΜΠΟΤΣΑΡΑΚΟΣ (819, 1547, 969, 1563)
paragraph: Προσέχετε τα υποδήματα των παιδίων· οι πόδες των πλάττονται ακόμη, και έν κακόν υπόδημα αρκεί να τους παραμορφώση διά βίου. (1008, 794, 1166, 861)
paragraph: Εδώ, τας πρώτας νύκτας, ήκουα την θάλασσαν και ενόμιζα ότι ήκουα την φωνήν της. (343, 1592, 601, 1642)
hygiene-signature: Ν. ΣΚΙΑΔΑΣ (1217, 321, 1317, 339)
paragraph: Αλλά σκέπτομαι συχνά τον άνθρωπον εκείνον, εις την ηλιοκαή ακτήν του, με τας δύο μικράς μαύρας φουρκέτας του, αι οποίαι του αρκούν διά να ελπίζη, εκεί κάτω, έως τον θάνατον. (622, 949, 780, 1070)
doctor-hours: Δέχεται 9—12 π.μ. και 3—7 μ.μ. (1373, 655, 1519, 680)
story-byline: ΓΚΥ ΔΕ ΜΩΠΑΣΣΑΝ (630, 1077, 780, 1092)
clinic-doctor-name: ΙΩΑΝ. Γ. ΧΡΥΣΟΣΠΑΘΗ (1390, 171, 1502, 203)
subcolumn-right (1355, 89, 1528, 1131)
paragraph: — Και ο Ροδέν ; (77, 2185, 176, 2200)
paragraph: Και σιγά σιγά ηρχίσαμεν να ομιλώμεν περί του γαλλικού κόσμου, περί των βουλεβάρτων και περί των πραγμάτων των Παρισίων. Με ηρώτα ως άνθρωπος ο οποίος τα εγνώριζεν όλα αυτά, μου ανέφερεν ονόματα, όλα τα οικεία ονόματα του πεζοδρομίου του Βωδεβίλλ. (64, 1720, 322, 1841)
paragraph: Εν αυτώ παρασκευάζονται τελείως οι Υποψήφιοι διά την Σχολήν των Ναυτικών Δοκίμων, την Στρατιωτικήν Σχολήν των Ευελπίδων και το Πολυτεχνείον. (622, 1652, 780, 1734)
ad-lais-address2: ΕΝΑΝΤΙ ΑΡΣΑΚΕΙΟΥ (838, 1578, 950, 1591)
steamship-date: ΤΗΝ 23ην ΙΟΥΝΙΟΥ (1267, 1824, 1448, 1843)
ad-vafi-depot: Κεντρική Αποθήκη: Μέγα Φαρμακεμπορείον ΓΕΩΡΓ. ΠΑΠΑΖΗΤΗ, Αθήναι. (824, 1884, 964, 1920)
paragraph: — Ελπίζω. Έχω τώρα, ιδού, πόσα ; — έξ χρόνια που τας φυλάττω. (622, 654, 780, 700)
paragraph: — Θα γευματίσωμεν όταν θελήσετε να κατεβήτε. (64, 1383, 322, 1415)
legal-c-title: ΠΕΡΙΛΗΨΙΣ (1213, 526, 1321, 542)
ad-epipla-title: ΕΠΙΠΛΑ Π. ΛΕΧΟΥ (648, 1387, 754, 1427)
steamship-departure: αναχωρεί εκ Πειραιώς (μέσω Καλαμών — Πατρών) ΚΑΤ' ΕΥΘΕΙΑΝ ΔΙΑ ΝΕΑΝ ΥΟΡΚΗΝ (1207, 1794, 1507, 1819)
paragraph: Εν Αθήναις τη 14 Ιουνίου 1915. (1022, 1828, 1152, 1853)
paragraph: — Γνωρίζετε την Σουζάνναν Βερνέ ; (77, 2098, 306, 2113)
ad-epipla-line2: στερεότητα, ευθηνίαν και χάριν (633, 1363, 769, 1388)
ad-bonbonieres-address: 13 Περικλέους και Καρόλου 17, Τηλέφ. 697 (626, 1303, 776, 1328)
ad-lais-price: Εκάστη φιάλη δρ. 5,50, ήτοι με τα ταχυδρομικά δρ. 6. (803, 1521, 985, 1545)
ad-giannakoura-sub: Κοζάνη — Βόλος (656, 1194, 745, 1206)
paragraph: Εγευματίσαμεν πράγματι μόνοι, επί ταράτσας απέναντι της θαλάσσης. (64, 1444, 322, 1476)
steamship-route: ΤΑΧΙΣΤΗ ΚΑΤ' ΕΥΘΕΙΑΝ ΔΙΑ ΝΕΑΝ ΥΟΡΚΗΝ ΓΡΑΜΜΗ (1209, 1565, 1505, 1590)
paragraph: Αλλ' εξαίφνης εδίστασε και διέκοψε : (356, 186, 592, 201)
ad-frontistirion-address: 22 —Οδός Λυκαβηττού— 22 (640, 1883, 762, 1914)
paragraph: ΚΑΝΕΛΛΗΣ Ι. Σ., παθολόγος ιατρός. Οδός Χαρ. Τρικούπη 24. Δέχεται 3—5. (1187, 1142, 1347, 1180)
ad-mexi-wrap (1355, 1141, 1528, 1264)
steamship-note: ΣΗΜ. Οι θέλοντες να εξασφαλίσωσι ΘΕΣΕΙΣ ΛΑΪΚΗΣ και τρίτης, ας εγγράφωνται ΕΓΚΑΙΡΩΣ εις τα Κεντρικά Πρακτορεία, καταβάλλοντες ΑΝΕΞΑΙΡΕΤΩΣ ΑΝΤΙ ΠΡΟΚΑΤΑΒΟΛΗΣ. (1187, 1937, 1528, 1973)
paragraph: Ανεχώρησα. Δέκα έτη ειργάσθην, ηγωνίσθην, εβασανίσθην, έχων διαρκώς εμπρός εις τα μάτια μου την εικόνα της. (343, 1535, 601, 1585)
hygiene-title-1: ΥΓΙΕΙΝΗ (1008, 97, 1169, 127)
paragraph: Όταν ο πώλος γεννηθή, ο ιπποτρόφος δεν τον ερωτά τι φρονεί περί του κόσμου· τον αφίνει να τρέχη εις τους λειμώνας, υπό τον ήλιον, πλησίον της μητρός του. (800, 497, 988, 564)
paragraph: — Ω, θα επιστρέψω. (77, 1698, 203, 1713)
legal-notice-b (1008, 1508, 1166, 1871)
odigos-agent: ΑΝΑΓΝΩΣΤΟΠΟΥΛΟΣ-ΠΕΤΡΑΚΟΣ (816, 1312, 972, 1341)
